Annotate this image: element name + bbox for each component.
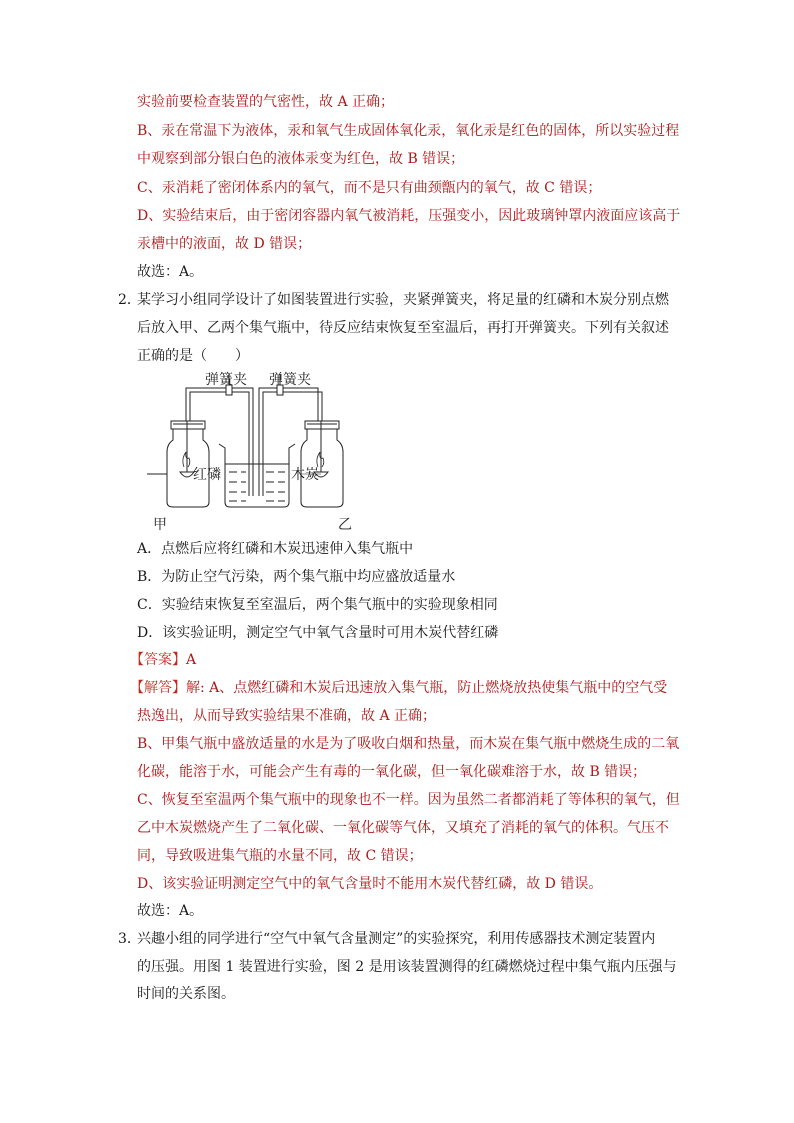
option-c: C．实验结束恢复至室温后，两个集气瓶中的实验现象相同	[137, 597, 498, 613]
option-b: B．为防止空气污染，两个集气瓶中均应盛放适量水	[137, 569, 456, 585]
analysis-label: 【解答】	[130, 680, 186, 696]
question-stem-line: 兴趣小组的同学进行“空气中氧气含量测定”的实验探究，利用传感器技术测定装置内	[137, 931, 656, 947]
question-number: 2．	[118, 292, 141, 308]
question-stem-line: 时间的关系图。	[137, 986, 235, 1002]
conclusion-text: 故选：A。	[137, 264, 204, 280]
question-stem-line: 的压强。用图 1 装置进行实验，图 2 是用该装置测得的红磷燃烧过程中集气瓶内压强与	[137, 959, 677, 975]
option-a: A．点燃后应将红磷和木炭迅速伸入集气瓶中	[137, 541, 414, 557]
explanation-line: 中观察到部分银白色的液体汞变为红色，故 B 错误；	[137, 151, 465, 167]
analysis-text: 解: A、点燃红磷和木炭后迅速放入集气瓶，防止燃烧放热使集气瓶中的空气受	[186, 680, 668, 696]
explanation-line: B、汞在常温下为液体，汞和氧气生成固体氧化汞，氧化汞是红色的固体，所以实验过程	[137, 123, 680, 139]
clip-label-left: 弹簧夹	[205, 372, 247, 388]
explanation-line: 实验前要检查装置的气密性，故 A 正确；	[137, 94, 395, 110]
analysis-line: 热逸出，从而导致实验结果不准确，故 A 正确；	[137, 708, 437, 724]
analysis-line: D、该实验证明测定空气中的氧气含量时不能用木炭代替红磷，故 D 错误。	[137, 876, 603, 892]
analysis-line: 乙中木炭燃烧产生了二氧化碳、一氧化碳等气体，又填充了消耗的氧气的体积。气压不	[137, 820, 669, 836]
bottle-label-right: 乙	[338, 517, 352, 533]
answer-label: 【答案】	[130, 652, 186, 668]
analysis-line: 化碳，能溶于水，可能会产生有毒的一氧化碳，但一氧化碳难溶于水，故 B 错误；	[137, 764, 647, 780]
conclusion-text: 故选：A。	[137, 903, 204, 919]
explanation-line: D、实验结束后，由于密闭容器内氧气被消耗，压强变小，因此玻璃钟罩内液面应该高于	[137, 208, 681, 224]
charcoal-label: 木炭	[291, 467, 319, 483]
analysis-line: C、恢复至室温两个集气瓶中的现象也不一样。因为虽然二者都消耗了等体积的氧气，但	[137, 792, 680, 808]
explanation-line: C、汞消耗了密闭体系内的氧气，而不是只有曲颈甑内的氧气，故 C 错误；	[137, 180, 602, 196]
clip-label-right: 弹簧夹	[269, 372, 311, 388]
phosphorus-label: 红磷	[193, 467, 221, 483]
question-stem-line: 正确的是（ ）	[137, 348, 249, 364]
analysis-line	[130, 678, 667, 698]
bottle-label-left: 甲	[153, 517, 167, 533]
question-stem-line: 某学习小组同学设计了如图装置进行实验，夹紧弹簧夹，将足量的红磷和木炭分别点燃	[137, 292, 669, 308]
answer-line	[130, 650, 196, 670]
question-number: 3．	[118, 931, 141, 947]
answer-value: A	[186, 652, 197, 668]
question-stem-line: 后放入甲、乙两个集气瓶中，待反应结束恢复至室温后，再打开弹簧夹。下列有关叙述	[137, 320, 669, 336]
analysis-line: B、甲集气瓶中盛放适量的水是为了吸收白烟和热量，而木炭在集气瓶中燃烧生成的二氧	[137, 736, 680, 752]
analysis-line: 同，导致吸进集气瓶的水量不同，故 C 错误；	[137, 848, 423, 864]
explanation-line: 汞槽中的液面，故 D 错误；	[137, 236, 312, 252]
apparatus-figure	[135, 366, 375, 536]
option-d: D．该实验证明，测定空气中氧气含量时可用木炭代替红磷	[137, 625, 499, 641]
